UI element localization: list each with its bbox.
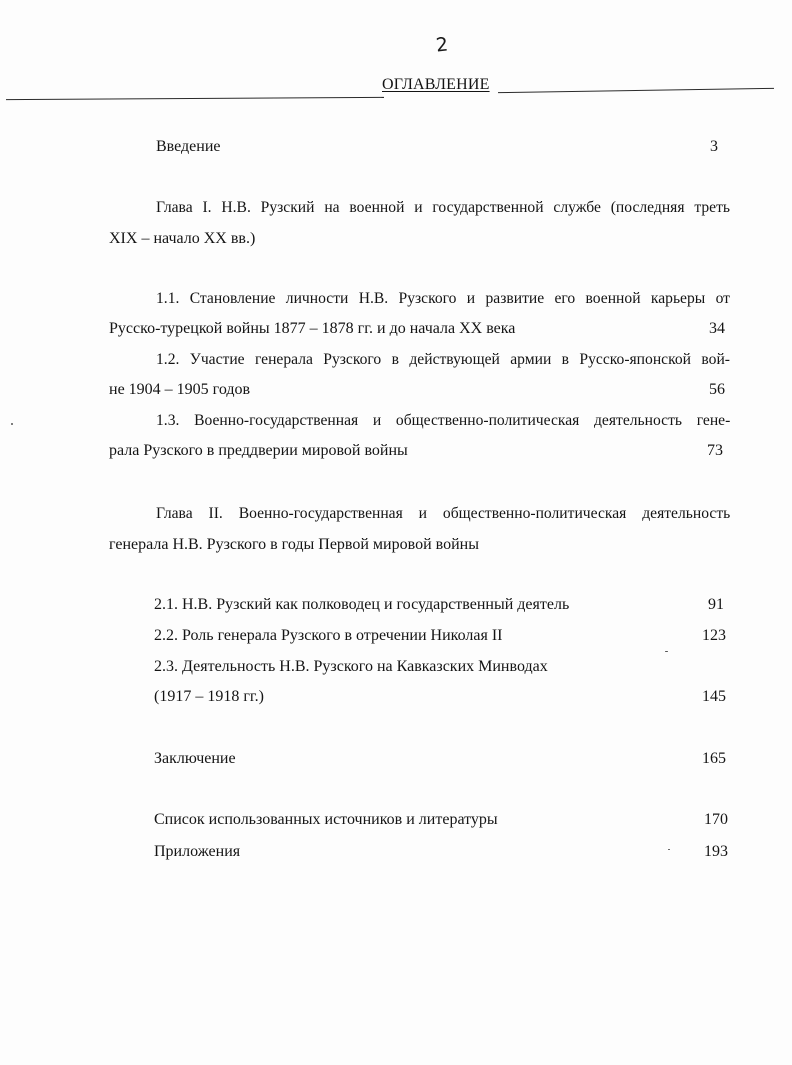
- handwritten-page-number: 2: [434, 33, 450, 57]
- scan-speck: [11, 423, 13, 425]
- toc-s1-2-line2: не 1904 – 1905 годов: [109, 381, 251, 398]
- toc-s1-2-page: 56: [709, 381, 725, 398]
- toc-s2-2-label: 2.2. Роль генерала Рузского в отречении Николая II: [154, 627, 503, 644]
- toc-intro-page: 3: [710, 138, 718, 155]
- toc-sources-label: Список использованных источников и литературы: [154, 811, 498, 828]
- toc-s2-2-page: 123: [702, 627, 726, 644]
- toc-sources-page: 170: [704, 811, 728, 828]
- toc-s1-3-line2: рала Рузского в преддверии мировой войны: [109, 442, 408, 459]
- toc-s1-2-line1: 1.2. Участие генерала Рузского в действующей армии в Русско-японской вой-: [156, 351, 730, 368]
- toc-s1-3-line1: 1.3. Военно-государственная и общественно-политическая деятельность гене-: [156, 412, 731, 429]
- toc-appendix-label: Приложения: [154, 843, 241, 860]
- toc-conclusion-label: Заключение: [154, 750, 236, 767]
- header-rule-left: [6, 97, 384, 100]
- scan-speck: [665, 651, 668, 652]
- toc-s2-3-line1: 2.3. Деятельность Н.В. Рузского на Кавказских Минводах: [154, 658, 548, 675]
- toc-s2-3-page: 145: [702, 688, 726, 705]
- toc-chapter1-line1: Глава I. Н.В. Рузский на военной и государственной службе (последняя треть: [156, 199, 730, 216]
- toc-s1-1-page: 34: [709, 320, 725, 337]
- toc-s1-1-line2: Русско-турецкой войны 1877 – 1878 гг. и до начала XX века: [109, 320, 516, 337]
- toc-appendix-page: 193: [704, 843, 728, 860]
- toc-intro-label: Введение: [156, 138, 221, 155]
- toc-chapter2-line2: генерала Н.В. Рузского в годы Первой мировой войны: [109, 536, 479, 553]
- toc-s1-1-line1: 1.1. Становление личности Н.В. Рузского и развитие его военной карьеры от: [156, 290, 730, 307]
- toc-conclusion-page: 165: [702, 750, 726, 767]
- scan-speck: [668, 849, 670, 850]
- header-rule-right: [498, 88, 774, 93]
- toc-s2-1-page: 91: [708, 596, 724, 613]
- toc-heading: ОГЛАВЛЕНИЕ: [382, 76, 490, 93]
- toc-s2-3-line2: (1917 – 1918 гг.): [154, 688, 264, 705]
- toc-s1-3-page: 73: [707, 442, 723, 459]
- toc-chapter1-line2: XIX – начало XX вв.): [109, 230, 256, 247]
- toc-chapter2-line1: Глава II. Военно-государственная и общественно-политическая деятельность: [156, 505, 731, 522]
- toc-s2-1-label: 2.1. Н.В. Рузский как полководец и государственный деятель: [154, 596, 570, 613]
